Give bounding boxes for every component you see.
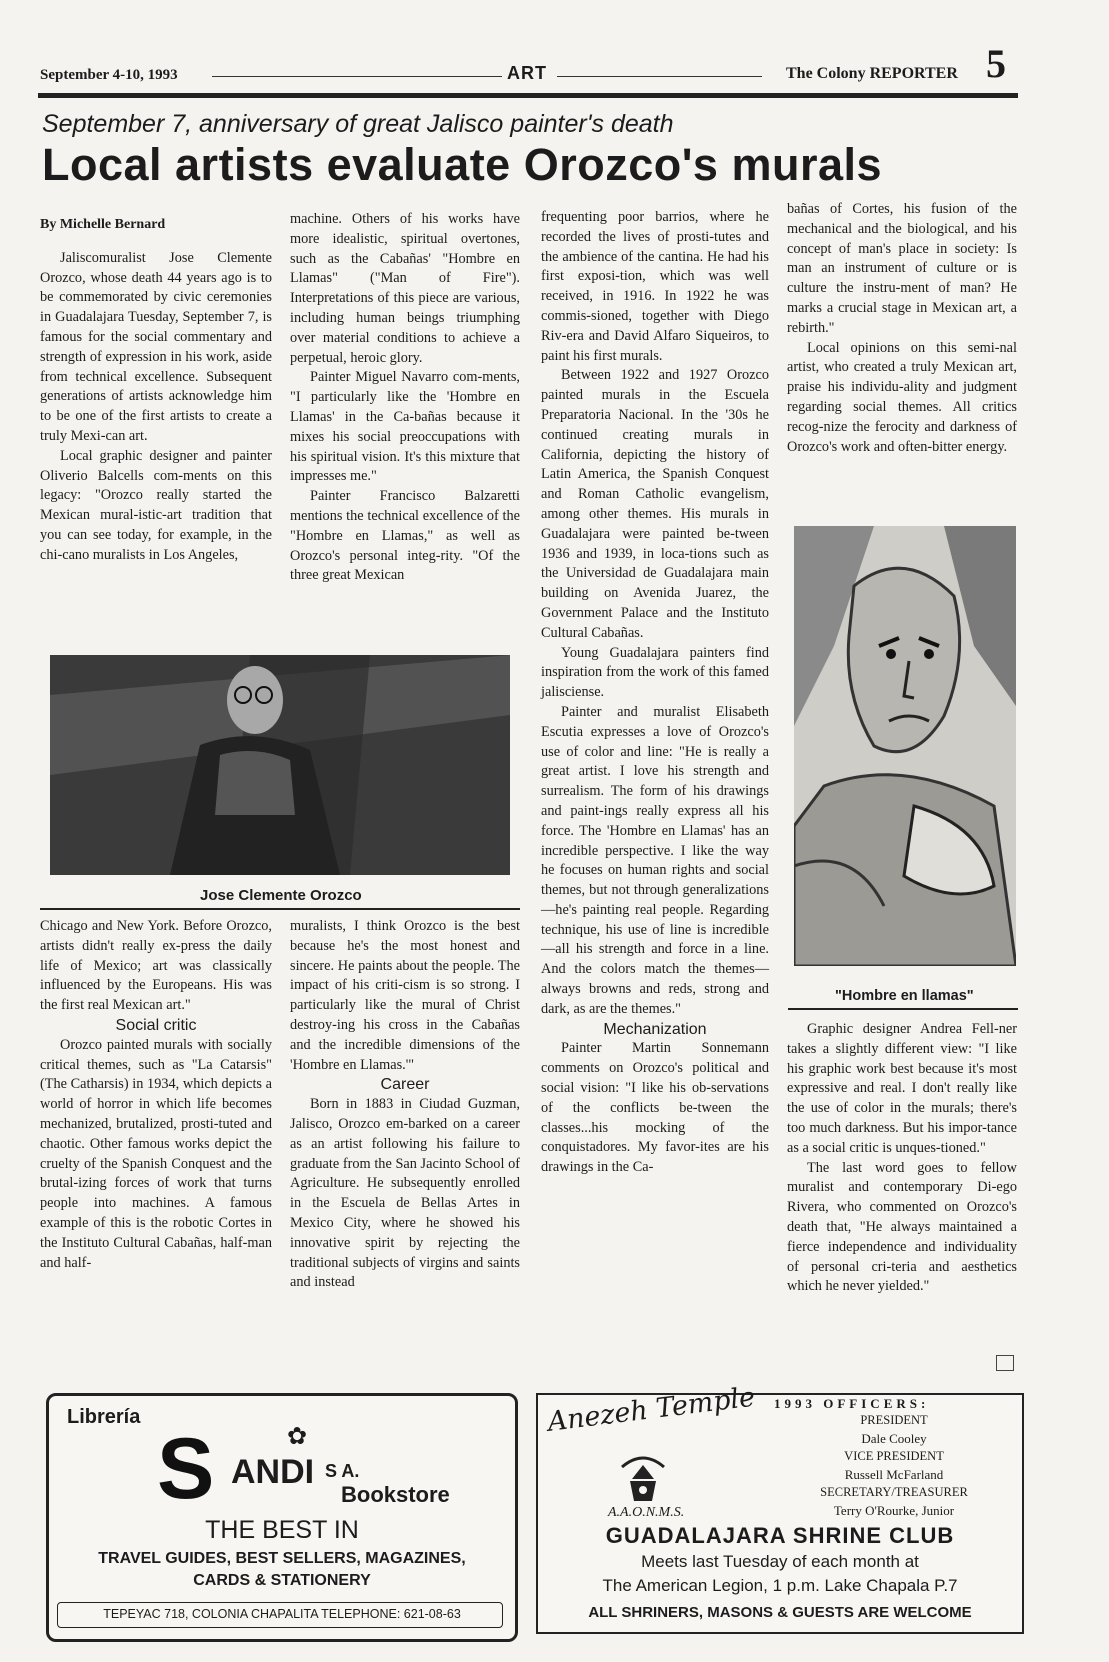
mural-caption: "Hombre en llamas" <box>835 988 974 1004</box>
newspaper-name: The Colony REPORTER <box>786 65 958 82</box>
subhead-social-critic: Social critic <box>115 1016 197 1034</box>
ad-best-in: THE BEST IN <box>205 1516 359 1544</box>
end-mark <box>996 1355 1014 1371</box>
paragraph: Orozco painted murals with socially critical themes, such as "La Catarsis" (The Catharsis) in 1934, which depicts a world of horror in which life becomes mechanized, brutalized, prosti-tuted and chaotic. Other famous works depict the cruelty of the Spanish Conquest and the brutal-izing forces of work that turns people into machines. A famous example of this is the robotic Cortes in the Instituto Cultural Cabañas, half-man and half- <box>40 1036 272 1271</box>
kicker: September 7, anniversary of great Jalisco painter's death <box>42 110 674 138</box>
article-column-2 <box>290 210 520 586</box>
paragraph: muralists, I think Orozco is the best because he's the most honest and sincere. He paints about the people. The impact of his criti-cism is so strong. I particularly like the mural of Christ destroy-ing his cross in the Cabañas and the incredible dimensions of the 'Hombre en Llamas.'" <box>290 918 520 1073</box>
bookstore-label: Bookstore <box>341 1482 450 1507</box>
vice-president-name: Russell McFarland <box>844 1467 944 1482</box>
paragraph: Painter Francisco Balzaretti mentions the technical excellence of the "Hombre en Llamas," as well as Orozco's personal integ-rity. "Of the three great Mexican <box>290 488 520 584</box>
ad-products-line1: TRAVEL GUIDES, BEST SELLERS, MAGAZINES, <box>98 1550 466 1567</box>
shrine-emblem-icon <box>618 1451 668 1508</box>
article-column-3 <box>541 208 769 1178</box>
paragraph: The last word goes to fellow muralist and contemporary Di-ego Rivera, who commented on Orozco's death that, "He always maintained a fierce independence and individuality of personal cri-teria and aesthetics which he never yielded." <box>787 1159 1017 1295</box>
photo-caption: Jose Clemente Orozco <box>200 887 362 904</box>
welcome-line: ALL SHRINERS, MASONS & GUESTS ARE WELCOME <box>588 1604 972 1621</box>
temple-name: Anezeh Temple <box>546 1381 757 1438</box>
vice-president-label: VICE PRESIDENT <box>844 1449 944 1463</box>
masthead-rule-left <box>212 76 502 77</box>
orozco-portrait-photo <box>50 655 510 875</box>
page-number: 5 <box>986 41 1006 86</box>
paragraph: Chicago and New York. Before Orozco, artists didn't really ex-press the daily life of Mexico; art was classically influenced by the Europeans. His was the first real Mexican art." <box>40 918 272 1014</box>
shrine-club-ad <box>536 1381 1024 1634</box>
president-name: Dale Cooley <box>861 1431 927 1446</box>
article-column-1-lower <box>40 917 272 1273</box>
paragraph: Painter Martin Sonnemann comments on Orozco's political and social vision: "I like his ob-servations of the conflicts be-tween the classes...his mocking of the conquistadores. My favor-ites are his drawings in the Ca- <box>541 1040 769 1176</box>
paragraph: machine. Others of his works have more idealistic, spiritual overtones, such as the Cabañas' "Hombre en Llamas" ("Man of Fire"). Interpretations of this piece are various, including human beings triumphing over material conditions to achieve a perpetual, heroic glory. <box>290 211 520 366</box>
flower-icon: ✿ <box>287 1424 308 1450</box>
article-column-4-lower <box>787 1020 1017 1297</box>
sandi-sa: S A. <box>325 1461 360 1481</box>
article-column-1 <box>40 215 272 566</box>
paragraph: Graphic designer Andrea Fell-ner takes a slightly different view: "I like his graphic work best because it's most expressive and real. I don't really like the use of color in the murals; there's too much darkness. But his impor-tance as a social critic is unques-tioned." <box>787 1021 1017 1156</box>
article-column-2-lower <box>290 917 520 1293</box>
article-column-4 <box>787 200 1017 457</box>
caption-rule <box>788 1008 1018 1010</box>
caption-rule <box>40 908 520 910</box>
paragraph: Painter and muralist Elisabeth Escutia expresses a love of Orozco's use of color and line: "He is really a great artist. I love his strength and surrealism. The form of his drawings and paint-ings really express all his force. The 'Hombre en Llamas' has an incredible perspective. I like the way he focuses on human rights and social themes, but not through generalizations—he's painting real people. Regarding technique, his use of line is incredible—all his strength and force in a line. And the colors match the themes—always browns and reds, strong and dark, as are the themes." <box>541 703 769 1017</box>
shrine-acronym: A.A.O.N.M.S. <box>608 1505 685 1520</box>
meeting-schedule: Meets last Tuesday of each month at <box>641 1552 919 1571</box>
paragraph: Born in 1883 in Ciudad Guzman, Jalisco, Orozco em-barked on a career as an artist following his failure to graduate from the San Jacinto School of Agriculture. He subsequently enrolled in the Escuela de Bellas Artes in Mexico City, where he showed his innovative spirit by rejecting the traditional subjects of virgins and saints and instead <box>290 1096 520 1291</box>
libreria-sandi-ad <box>46 1393 518 1642</box>
subhead-mechanization: Mechanization <box>603 1020 707 1038</box>
headline: Local artists evaluate Orozco's murals <box>42 139 883 190</box>
shrine-club-name: GUADALAJARA SHRINE CLUB <box>605 1523 955 1548</box>
paragraph: Local graphic designer and painter Oliverio Balcells com-ments on this legacy: "Orozco really started the Mexican mural-istic-art tradition that you can see today, for example, in the chi-cano muralists in Los Angeles, <box>40 447 272 563</box>
ad-libreria-label: Librería <box>67 1406 141 1428</box>
paragraph: Between 1922 and 1927 Orozco painted murals in the Escuela Preparatoria Nacional. In the '30s he continued creating murals in California, depicting the history of Latin America, the Spanish Conquest and Roman Catholic evangelism, among other themes. His murals in Guadalajara were painted be-tween 1936 and 1939, in loca-tions such as the Universidad de Guadalajara main building on Avenida Juarez, the Government Palace and the Instituto Cultural Cabañas. <box>541 367 769 641</box>
issue-date: September 4-10, 1993 <box>40 67 178 83</box>
paragraph: Painter Miguel Navarro com-ments, "I particularly like the 'Hombre en Llamas' in the Ca-bañas because it mixes his social preoccupations with his spiritual vision. It's this mixture that impresses me." <box>290 369 520 485</box>
meeting-place: The American Legion, 1 p.m. Lake Chapala P.7 <box>602 1576 958 1595</box>
president-label: PRESIDENT <box>860 1413 928 1427</box>
secretary-name: Terry O'Rourke, Junior <box>833 1503 955 1518</box>
paragraph: Jaliscomuralist Jose Clemente Orozco, whose death 44 years ago is to be commemorated by civic ceremonies in Guadalajara Tuesday, September 7, is famous for the social commentary and strength of expression in his work, aside from technical excellence. Subsequent generations of artists acknowledge him to be one of the first artists to create a truly Mexi-can art. <box>40 249 272 444</box>
subhead-career: Career <box>380 1076 430 1094</box>
ad-products-line2: CARDS & STATIONERY <box>193 1572 371 1589</box>
paragraph: frequenting poor barrios, where he recorded the lives of prosti-tutes and the ambience of the cantina. He had his first exposi-tion, which was well received, in 1916. In 1922 he was commis-sioned, together with Diego Riv-era and David Alfaro Siqueiros, to paint his first murals. <box>541 209 769 364</box>
byline: By Michelle Bernard <box>40 217 166 232</box>
hombre-en-llamas-mural-image <box>794 526 1016 966</box>
sandi-logo-andi: ANDI <box>231 1453 315 1491</box>
ad-address: TEPEYAC 718, COLONIA CHAPALITA TELEPHONE: 621-08-63 <box>103 1607 461 1621</box>
officers-title: 1993 OFFICERS: <box>774 1396 930 1411</box>
masthead-bar <box>38 93 1018 98</box>
sandi-logo-s: S <box>157 1421 215 1517</box>
paragraph: Local opinions on this semi-nal artist, who created a truly Mexican art, praise his individu-ality and judgment regarding social themes. All critics recog-nize the ferocity and darkness of Orozco's work and often-bitter energy. <box>787 339 1017 455</box>
paragraph: Young Guadalajara painters find inspiration from the work of this famed jalisciense. <box>541 644 769 701</box>
masthead-rule-right <box>557 76 762 77</box>
secretary-label: SECRETARY/TREASURER <box>820 1485 968 1499</box>
section-label: ART <box>507 63 547 83</box>
paragraph: bañas of Cortes, his fusion of the mechanical and the biological, and his concept of man's place in society: Is man an instrument of culture or is culture the instru-ment of man? He marks a crucial stage in Mexican art, a rebirth." <box>787 201 1017 336</box>
